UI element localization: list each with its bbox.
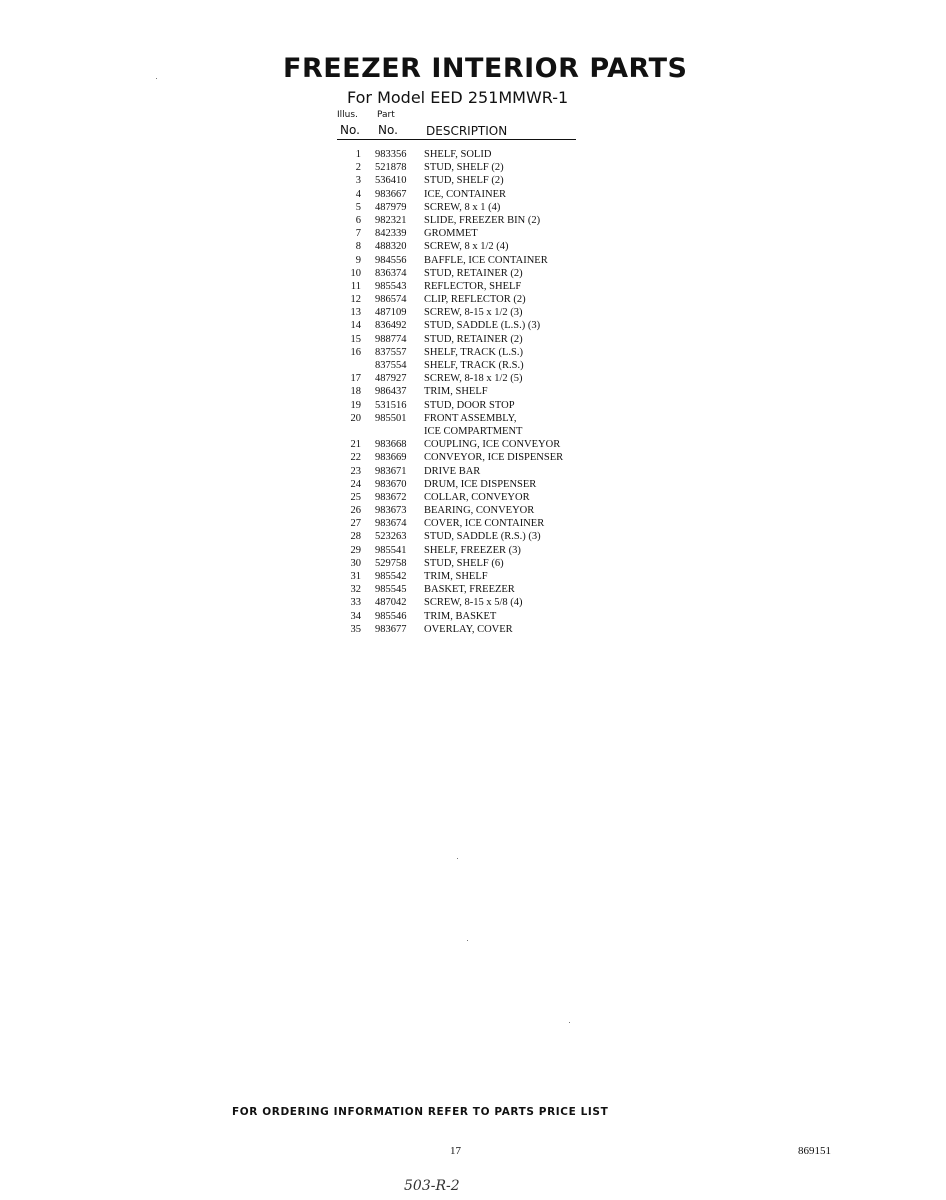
parts-row: [337, 544, 587, 557]
parts-row-description: SHELF, TRACK (R.S.): [424, 360, 524, 371]
parts-row-illus-no: 5: [355, 201, 361, 213]
parts-row-illus-no: 35: [350, 623, 361, 635]
parts-row-part-no: 529758: [375, 557, 407, 569]
parts-row-illus-no: 22: [350, 452, 361, 464]
parts-row-part-no: 487109: [375, 307, 407, 319]
handwritten-note: 503-R-2: [404, 1178, 460, 1194]
parts-row: [337, 267, 587, 280]
parts-row-description: TRIM, BASKET: [424, 610, 497, 622]
parts-row-illus-no: 1: [355, 149, 361, 160]
parts-row-part-no: 837557: [375, 346, 407, 358]
parts-row-description: GROMMET: [424, 228, 478, 240]
parts-row-illus-no: 14: [350, 320, 361, 332]
parts-row: [337, 399, 587, 412]
parts-row: [337, 148, 587, 161]
parts-row: [337, 412, 587, 425]
parts-row-description: DRUM, ICE DISPENSER: [424, 478, 537, 490]
parts-row-part-no: 985541: [375, 544, 407, 556]
parts-row-part-no: 986437: [375, 386, 407, 398]
parts-row-illus-no: 19: [350, 399, 361, 411]
parts-row-part-no: 983673: [375, 505, 407, 517]
parts-row-illus-no: 29: [350, 544, 361, 556]
parts-row: [337, 504, 587, 517]
parts-row: [337, 530, 587, 543]
parts-row: [337, 465, 587, 478]
parts-row-description: STUD, SADDLE (L.S.) (3): [424, 320, 541, 332]
parts-row-description: BEARING, CONVEYOR: [424, 505, 535, 517]
parts-row-part-no: 488320: [375, 241, 407, 253]
parts-row: [337, 188, 587, 201]
parts-row-part-no: 536410: [375, 175, 407, 187]
parts-row-illus-no: 3: [355, 175, 361, 187]
parts-row-description: SCREW, 8-18 x 1/2 (5): [424, 373, 523, 385]
parts-row-part-no: 836374: [375, 267, 407, 279]
illus-no-header: No.: [340, 123, 360, 137]
parts-row-description: SCREW, 8-15 x 1/2 (3): [424, 307, 523, 319]
parts-row-description: SHELF, SOLID: [424, 149, 492, 160]
parts-row-illus-no: 10: [350, 267, 361, 279]
parts-row-illus-no: 28: [350, 531, 361, 543]
parts-row: [337, 319, 587, 332]
parts-row-illus-no: 20: [350, 412, 361, 424]
parts-row-part-no: 521878: [375, 162, 407, 174]
parts-row-part-no: 985542: [375, 571, 407, 582]
parts-row-part-no: 983677: [375, 623, 407, 635]
parts-row-description: SHELF, FREEZER (3): [424, 544, 521, 556]
scan-speck: [467, 940, 468, 941]
parts-row-description: SCREW, 8-15 x 5/8 (4): [424, 597, 523, 609]
illus-header-label: Illus.: [337, 110, 358, 120]
parts-row-description: STUD, RETAINER (2): [424, 333, 523, 345]
parts-row-illus-no: 30: [350, 557, 361, 569]
header-rule: [337, 139, 576, 140]
document-number: 869151: [798, 1145, 831, 1157]
scan-speck: [156, 78, 157, 79]
parts-row-description: CLIP, REFLECTOR (2): [424, 294, 526, 306]
parts-row-description: OVERLAY, COVER: [424, 623, 513, 635]
parts-row-part-no: 983669: [375, 452, 407, 464]
parts-row-part-no: 986574: [375, 294, 407, 306]
ordering-note: FOR ORDERING INFORMATION REFER TO PARTS PRICE LIST: [232, 1106, 609, 1118]
parts-row-illus-no: 11: [350, 280, 361, 292]
parts-row-part-no: 531516: [375, 399, 407, 411]
parts-row: [337, 174, 587, 187]
parts-row: [337, 517, 587, 530]
parts-row: [337, 478, 587, 491]
parts-row: [337, 254, 587, 267]
parts-row-description: STUD, SHELF (2): [424, 162, 504, 174]
parts-row: [337, 293, 587, 306]
parts-row-part-no: 983670: [375, 478, 407, 490]
parts-row: [337, 161, 587, 174]
scan-speck: [569, 1022, 570, 1023]
parts-row-illus-no: 4: [355, 188, 361, 200]
part-header-label: Part: [377, 110, 395, 120]
parts-row-description: COLLAR, CONVEYOR: [424, 491, 530, 503]
parts-row-part-no: 487042: [375, 597, 407, 609]
parts-row: [337, 596, 587, 609]
parts-row-description: REFLECTOR, SHELF: [424, 280, 522, 292]
parts-row-illus-no: 27: [350, 518, 361, 530]
parts-row: [337, 227, 587, 240]
parts-row: [337, 610, 587, 623]
parts-row-illus-no: 8: [355, 241, 361, 253]
parts-row: [337, 385, 587, 398]
parts-row-part-no: 487979: [375, 201, 407, 213]
parts-row-part-no: 982321: [375, 214, 407, 226]
parts-row-illus-no: 2: [355, 162, 361, 174]
parts-row: [337, 372, 587, 385]
parts-row-illus-no: 26: [350, 505, 361, 517]
parts-row-illus-no: 16: [350, 346, 361, 358]
parts-row-description: STUD, SHELF (2): [424, 175, 504, 187]
parts-row-part-no: 983672: [375, 491, 407, 503]
parts-row: [337, 214, 587, 227]
parts-row: [337, 201, 587, 214]
parts-row: [337, 306, 587, 319]
parts-row-description: CONVEYOR, ICE DISPENSER: [424, 452, 564, 464]
parts-row: [337, 570, 587, 583]
parts-row-part-no: 487927: [375, 373, 407, 385]
parts-row-description: ICE, CONTAINER: [424, 188, 506, 200]
parts-row: [337, 346, 587, 359]
parts-row: [337, 240, 587, 253]
parts-row: [337, 623, 587, 636]
parts-row-description: SCREW, 8 x 1/2 (4): [424, 241, 509, 253]
parts-row-part-no: 985501: [375, 412, 407, 424]
parts-row-part-no: 985546: [375, 610, 407, 622]
parts-row: [337, 491, 587, 504]
description-header: DESCRIPTION: [426, 124, 508, 138]
parts-row-part-no: 983671: [375, 465, 407, 477]
parts-row-illus-no: 33: [350, 597, 361, 609]
parts-row-illus-no: 24: [350, 478, 361, 490]
scan-speck: [457, 858, 458, 859]
parts-row-illus-no: 34: [350, 610, 361, 622]
model-subtitle: For Model EED 251MMWR-1: [347, 88, 569, 107]
parts-row-part-no: 836492: [375, 320, 407, 332]
parts-list: [337, 148, 587, 636]
parts-row-part-no: 984556: [375, 254, 407, 266]
parts-row-description: STUD, SHELF (6): [424, 557, 504, 569]
parts-row: [337, 425, 587, 438]
parts-row-part-no: 842339: [375, 228, 407, 240]
parts-row-description: DRIVE BAR: [424, 465, 481, 477]
parts-row: [337, 280, 587, 293]
parts-row: [337, 333, 587, 346]
parts-row-description: BASKET, FREEZER: [424, 584, 515, 596]
parts-row-description: STUD, DOOR STOP: [424, 399, 515, 411]
parts-row: [337, 438, 587, 451]
part-no-header: No.: [378, 123, 398, 137]
parts-row-part-no: 983356: [375, 149, 407, 160]
parts-row-part-no: 523263: [375, 531, 407, 543]
parts-row-illus-no: 31: [350, 571, 361, 582]
parts-row-part-no: 983667: [375, 188, 407, 200]
parts-row-description: STUD, SADDLE (R.S.) (3): [424, 531, 541, 543]
parts-row-part-no: 988774: [375, 333, 407, 345]
parts-row-description: STUD, RETAINER (2): [424, 267, 523, 279]
parts-row-illus-no: 12: [350, 294, 361, 306]
parts-row-illus-no: 18: [350, 386, 361, 398]
parts-row-part-no: 985545: [375, 584, 407, 596]
parts-row-description: FRONT ASSEMBLY,: [424, 412, 517, 424]
page-number: 17: [450, 1145, 461, 1157]
parts-row-description: TRIM, SHELF: [424, 386, 488, 398]
parts-row-description: SHELF, TRACK (L.S.): [424, 346, 524, 358]
parts-row-illus-no: 7: [355, 228, 361, 240]
parts-row-illus-no: 6: [355, 214, 361, 226]
parts-row: [337, 359, 587, 372]
parts-row-illus-no: 17: [350, 373, 361, 385]
parts-row-illus-no: 13: [350, 307, 361, 319]
parts-row: [337, 583, 587, 596]
parts-row-description: ICE COMPARTMENT: [424, 425, 523, 437]
parts-row-description: SLIDE, FREEZER BIN (2): [424, 214, 541, 226]
parts-row-description: SCREW, 8 x 1 (4): [424, 201, 501, 213]
parts-row-illus-no: 32: [350, 584, 361, 596]
parts-row-illus-no: 23: [350, 465, 361, 477]
parts-row-part-no: 983674: [375, 518, 407, 530]
parts-row: [337, 451, 587, 464]
parts-row-description: TRIM, SHELF: [424, 571, 488, 582]
parts-row-description: COUPLING, ICE CONVEYOR: [424, 439, 561, 451]
parts-row-illus-no: 21: [350, 439, 361, 451]
page-title: FREEZER INTERIOR PARTS: [283, 53, 688, 84]
parts-row: [337, 557, 587, 570]
parts-row-part-no: 983668: [375, 439, 407, 451]
parts-row-description: COVER, ICE CONTAINER: [424, 518, 545, 530]
parts-row-description: BAFFLE, ICE CONTAINER: [424, 254, 548, 266]
parts-row-illus-no: 15: [350, 333, 361, 345]
parts-row-illus-no: 25: [350, 491, 361, 503]
parts-row-part-no: 837554: [375, 360, 407, 371]
parts-row-illus-no: 9: [355, 254, 361, 266]
parts-row-part-no: 985543: [375, 280, 407, 292]
